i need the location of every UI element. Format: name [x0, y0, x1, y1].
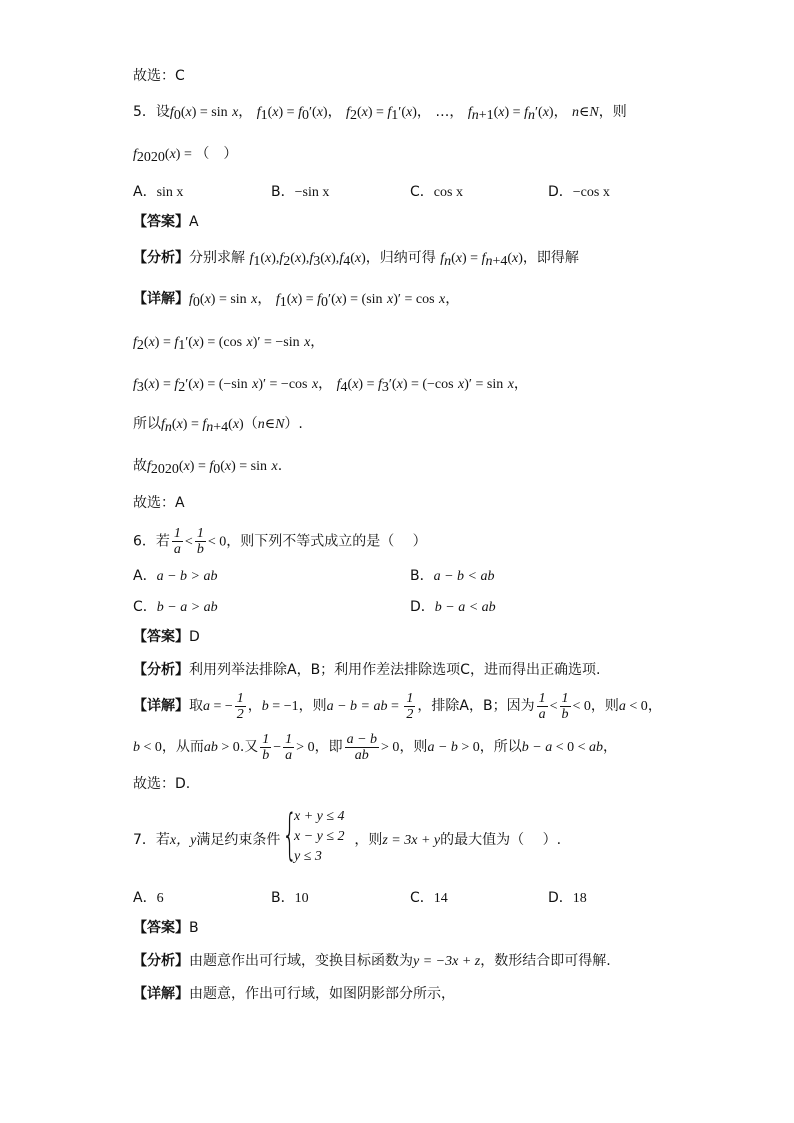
q5-answer: 【答案】A	[133, 214, 199, 230]
q6-choice: 故选：D.	[133, 776, 191, 792]
q5-detail-1: 【详解】$f_0(x) = \sin x$， $f_1(x) = f_0'(x) = (\sin$ x)′ = cos x，	[133, 291, 460, 310]
q7-analysis: 【分析】由题意作出可行域，变换目标函数为y = −3x + z，数形结合即可得解.	[133, 953, 611, 969]
q5-analysis: 【分析】分别求解 $f_1(x),f_2(x),f_3(x),f_4(x)$，归纳可得 $f_n(x) = f_{n+4}(x)$，即得解	[133, 250, 579, 269]
q7-option-c[interactable]: C．14	[410, 890, 448, 906]
q5-stem-line2: $f_{2020}(x)$ = （ ）	[133, 146, 238, 165]
q5-option-a[interactable]: A．sin x	[133, 184, 184, 200]
q5-number: 5．设	[133, 104, 170, 120]
q5-detail-3: $f_3(x) = f_2'(x) = (-\sin$ x)′ = −cos x， $f_4(x) = f_3'(x) = (-\cos$ x)′ = sin x，	[133, 376, 528, 395]
q6-analysis: 【分析】利用列举法排除A，B；利用作差法排除选项C，进而得出正确选项.	[133, 662, 601, 678]
q6-option-d[interactable]: D．b − a < ab	[410, 599, 496, 615]
q6-option-a[interactable]: A．a − b > ab	[133, 568, 218, 584]
q5-detail-4: 所以$f_n(x)$ = $f_{n+4}(x)(n\in N)$.	[133, 416, 303, 435]
constraint-system	[282, 805, 362, 867]
q6-detail-1: 【详解】取a = − $\frac{1}{2}$ ，b = −1，则a − b = ab = $\frac{1}{2}$ ，排除A，B；因为 $\frac{1}{a}$ < $\frac{1}{b}$ < 0，则a < 0，	[133, 690, 662, 722]
q5-option-d[interactable]: D．−cos x	[548, 184, 610, 200]
q7-stem: 7．若x，y满足约束条件 ，则z = 3x + y的最大值为（ ）.	[133, 832, 562, 848]
q6-answer: 【答案】D	[133, 629, 200, 645]
q6-option-c[interactable]: C．b − a > ab	[133, 599, 218, 615]
q5-detail-5: 故$f_{2020}(x) = f_0(x) = \sin x$.	[133, 458, 283, 477]
constraint-3: y ≤ 3	[294, 849, 322, 864]
q7-detail: 【详解】由题意，作出可行域，如图阴影部分所示，	[133, 986, 455, 1002]
q7-option-b[interactable]: B．10	[271, 890, 309, 906]
q6-option-b[interactable]: B．a − b < ab	[410, 568, 495, 584]
q5-detail-2: $f_2(x) = f_1'(x) = (\cos$ x)′ = −sin x，	[133, 334, 325, 353]
constraint-1: x + y ≤ 4	[294, 809, 345, 824]
q6-detail-2: b < 0，从而ab > 0.又 $\frac{1}{b}$ − $\frac{1}{a}$ > 0，即 $\frac{a - b}{ab}$ > 0，则a − b > 0，所以b − a < 0 < ab，	[133, 731, 618, 763]
q7-answer: 【答案】B	[133, 920, 199, 936]
q6-stem: 6．若 $\frac{1}{a}$ < $\frac{1}{b}$ < 0，则下列不等式成立的是（ ）	[133, 526, 427, 557]
left-brace: {	[282, 803, 298, 866]
q5-option-b[interactable]: B．−sin x	[271, 184, 330, 200]
q7-option-d[interactable]: D．18	[548, 890, 587, 906]
q4-choice: 故选：C	[133, 68, 185, 84]
constraint-2: x − y ≤ 2	[294, 829, 345, 844]
q7-option-a[interactable]: A．6	[133, 890, 164, 906]
q5-stem: 5．设$f_0(x) = \sin x$， $f_1(x) = f_0'(x)$， $f_2(x) = f_1'(x)$， …， $f_{n+1}(x) = f_n'(x)$， n∈N，则	[133, 104, 627, 123]
q5-option-c[interactable]: C．cos x	[410, 184, 463, 200]
q5-choice: 故选：A	[133, 495, 185, 511]
